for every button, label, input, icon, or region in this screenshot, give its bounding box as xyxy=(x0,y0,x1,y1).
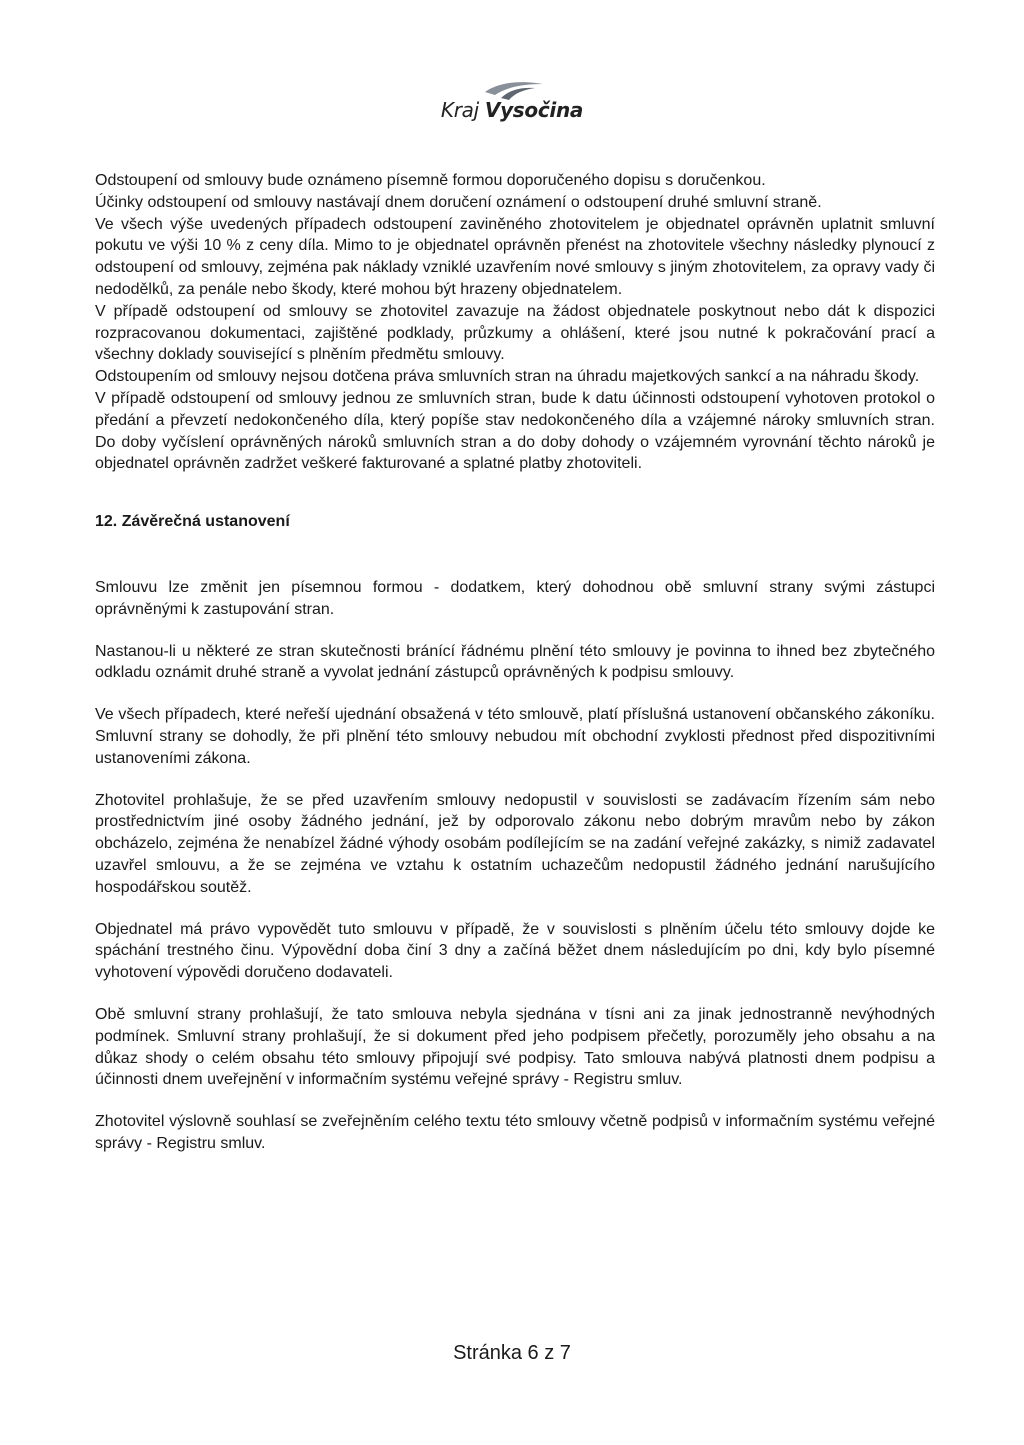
paragraph: Objednatel má právo vypovědět tuto smlouvu v případě, že v souvislosti s plněním účelu této smlouvy dojde ke spáchání trestného činu. Výpovědní doba činí 3 dny a začíná běžet dnem následujícím po dni, kdy bylo písemné vyhotovení výpovědi doručeno dodavateli. xyxy=(95,920,935,982)
paragraph: Odstoupením od smlouvy nejsou dotčena práva smluvních stran na úhradu majetkových sankcí a na náhradu škody. xyxy=(95,368,920,386)
document-body xyxy=(95,170,935,1155)
paragraph: Ve všech výše uvedených případech odstoupení zaviněného zhotovitelem je objednatel oprávněn uplatnit smluvní pokutu ve výši 10 % z ceny díla. Mimo to je objednatel oprávněn přenést na zhotovitele všechny následky plynoucí z odstoupení od smlouvy, zejména pak náklady vzniklé uzavřením nové smlouvy s jiným zhotovitelem, za opravy vady či nedodělků, za penále nebo škody, které mohou být hrazeny objednatelem. xyxy=(95,215,935,298)
paragraph: V případě odstoupení od smlouvy jednou ze smluvních stran, bude k datu účinnosti odstoupení vyhotoven protokol o předání a převzetí nedokončeného díla, který popíše stav nedokončeného díla a vzájemné nároky smluvních stran. Do doby vyčíslení oprávněných nároků smluvních stran a do doby dohody o vzájemném vyrovnání těchto nároků je objednatel oprávněn zadržet veškeré fakturované a splatné platby zhotoviteli. xyxy=(95,389,935,473)
paragraph: Ve všech případech, které neřeší ujednání obsažená v této smlouvě, platí příslušná ustanovení občanského zákoníku. Smluvní strany se dohodly, že při plnění této smlouvy nebudou mít obchodní zvyklosti přednost před dispozitivními ustanoveními zákona. xyxy=(95,706,935,767)
paragraph: Odstoupení od smlouvy bude oznámeno písemně formou doporučeného dopisu s doručenkou. xyxy=(95,172,766,189)
paragraph: V případě odstoupení od smlouvy se zhotovitel zavazuje na žádost objednatele poskytnout nebo dát k dispozici rozpracovanou dokumentaci, zajištěné podklady, průzkumy a ohlášení, které jsou nutné k pokračování prací a všechny doklady související s plněním předmětu smlouvy. xyxy=(95,302,935,364)
logo-text xyxy=(441,98,583,122)
paragraph: Smlouvu lze změnit jen písemnou formou - dodatkem, který dohodnou obě smluvní strany svými zástupci oprávněnými k zastupování stran. xyxy=(95,578,935,618)
paragraph: Obě smluvní strany prohlašují, že tato smlouva nebyla sjednána v tísni ani za jinak jednostranně nevýhodných podmínek. Smluvní strany prohlašují, že si dokument před jeho podpisem přečetly, porozuměly jeho obsahu a na důkaz shody o celém obsahu této smlouvy připojují své podpisy. Tato smlouva nabývá platnosti dnem podpisu a účinnosti dnem uveřejnění v informačním systému veřejné správy - Registru smluv. xyxy=(95,1005,935,1089)
page-number: Stránka 6 z 7 xyxy=(453,1342,571,1364)
paragraph: Účinky odstoupení od smlouvy nastávají dnem doručení oznámení o odstoupení druhé smluvní straně. xyxy=(95,193,822,211)
logo-word-vysocina: Vysočina xyxy=(484,98,584,122)
paragraph: Zhotovitel výslovně souhlasí se zveřejněním celého textu této smlouvy včetně podpisů v informačním systému veřejné správy - Registru smluv. xyxy=(95,1113,935,1152)
paragraph: Nastanou-li u některé ze stran skutečnosti bránící řádnému plnění této smlouvy je povinna to ihned bez zbytečného odkladu oznámit druhé straně a vyvolat jednání zástupců oprávněných k podpisu smlouvy. xyxy=(95,642,935,682)
kraj-vysocina-logo xyxy=(0,78,1024,122)
logo-word-kraj: Kraj xyxy=(440,98,479,122)
paragraph: Zhotovitel prohlašuje, že se před uzavřením smlouvy nedopustil v souvislosti se zadávacím řízením sám nebo prostřednictvím jiné osoby žádného jednání, jež by odporovalo zákonu nebo dobrým mravům nebo by zákon obcházelo, zejména že nenabízel žádné výhody osobám podílejícím se na zadání veřejné zakázky, s nimiž zadavatel uzavřel smlouvu, a že se zejména ve vztahu k ostatním uchazečům nedopustil žádného jednání narušujícího hospodářskou soutěž. xyxy=(95,791,935,896)
section-heading: 12. Závěrečná ustanovení xyxy=(95,513,290,531)
